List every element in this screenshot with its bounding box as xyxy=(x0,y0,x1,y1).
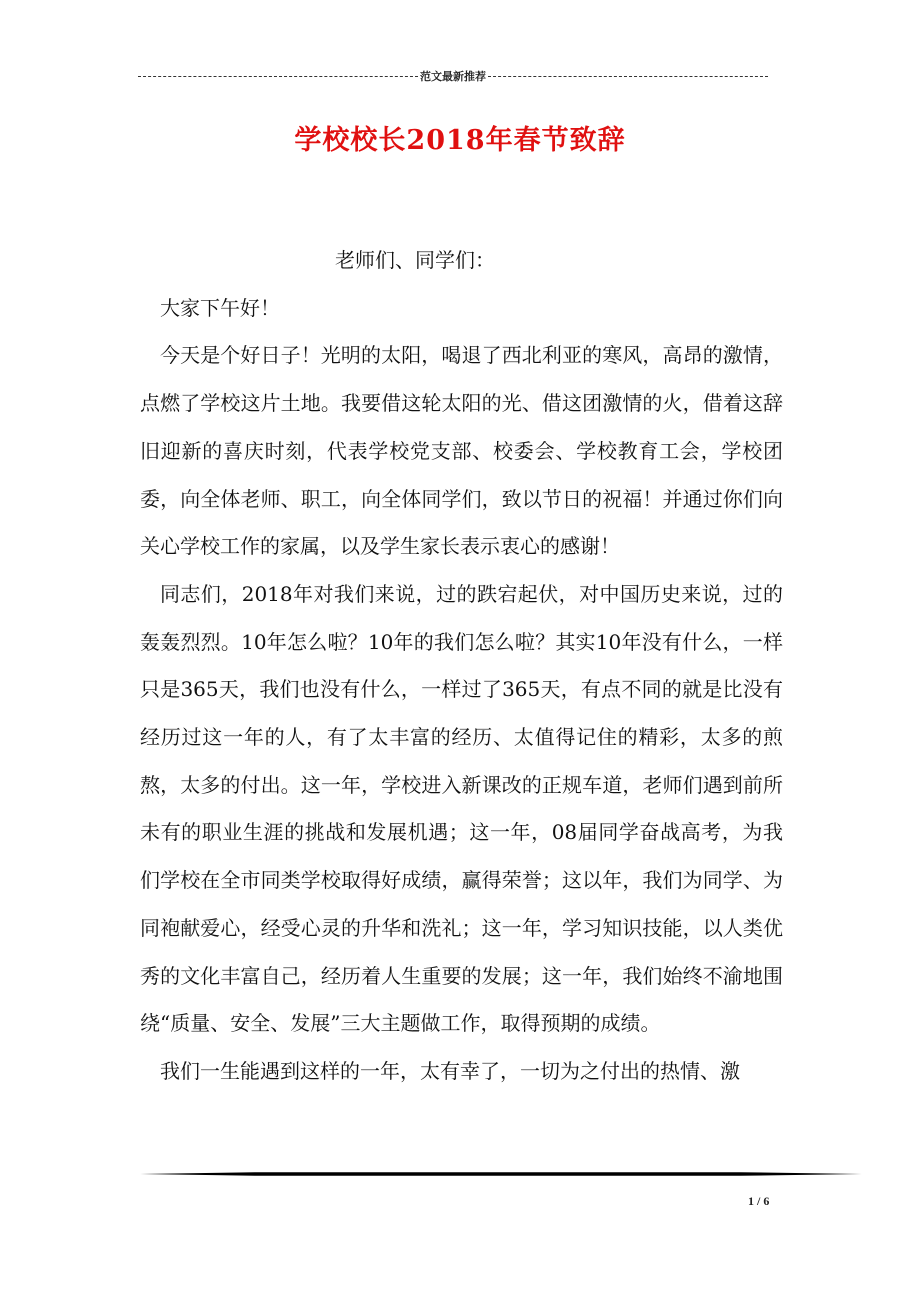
document-body xyxy=(140,237,783,1096)
header-dash-left xyxy=(138,76,418,77)
paragraph: 我们一生能遇到这样的一年，太有幸了，一切为之付出的热情、激 xyxy=(160,1058,740,1083)
salutation: 老师们、同学们： xyxy=(335,248,495,272)
page-header xyxy=(138,66,768,86)
header-label: 范文最新推荐 xyxy=(420,71,486,83)
paragraph: 大家下午好！ xyxy=(160,295,280,320)
paragraph: 今天是个好日子！光明的太阳，喝退了西北利亚的寒风，高昂的激情，点燃了学校这片土地。我要借这轮太阳的光、借这团激情的火，借着这辞旧迎新的喜庆时刻，代表学校党支部、校委会、学校教育工会，学校团委，向全体老师、职工，向全体同学们，致以节日的祝福！并通过你们向关心学校工作的家属，以及学生家长表示衷心的感谢！ xyxy=(140,343,783,559)
page-number: 1 / 6 xyxy=(748,1194,770,1208)
header-dash-right xyxy=(488,76,768,77)
paragraph: 同志们，2018年对我们来说，过的跌宕起伏，对中国历史来说，过的轰轰烈烈。10年怎么啦？10年的我们怎么啦？其实10年没有什么，一样只是365天，我们也没有什么，一样过了365天，有点不同的就是比没有经历过这一年的人，有了太丰富的经历、太值得记住的精彩，太多的煎熬，太多的付出。这一年，学校进入新课改的正规车道，老师们遇到前所未有的职业生涯的挑战和发展机遇；这一年，08届同学奋战高考，为我们学校在全市同类学校取得好成绩，赢得荣誉；这以年，我们为同学、为同袍献爱心，经受心灵的升华和洗礼；这一年，学习知识技能，以人类优秀的文化丰富自己，经历着人生重要的发展；这一年，我们始终不渝地围绕“质量、安全、发展”三大主题做工作，取得预期的成绩。 xyxy=(140,581,783,1036)
footer-rule xyxy=(140,1170,862,1178)
document-title: 学校校长2018年春节致辞 xyxy=(294,125,626,156)
